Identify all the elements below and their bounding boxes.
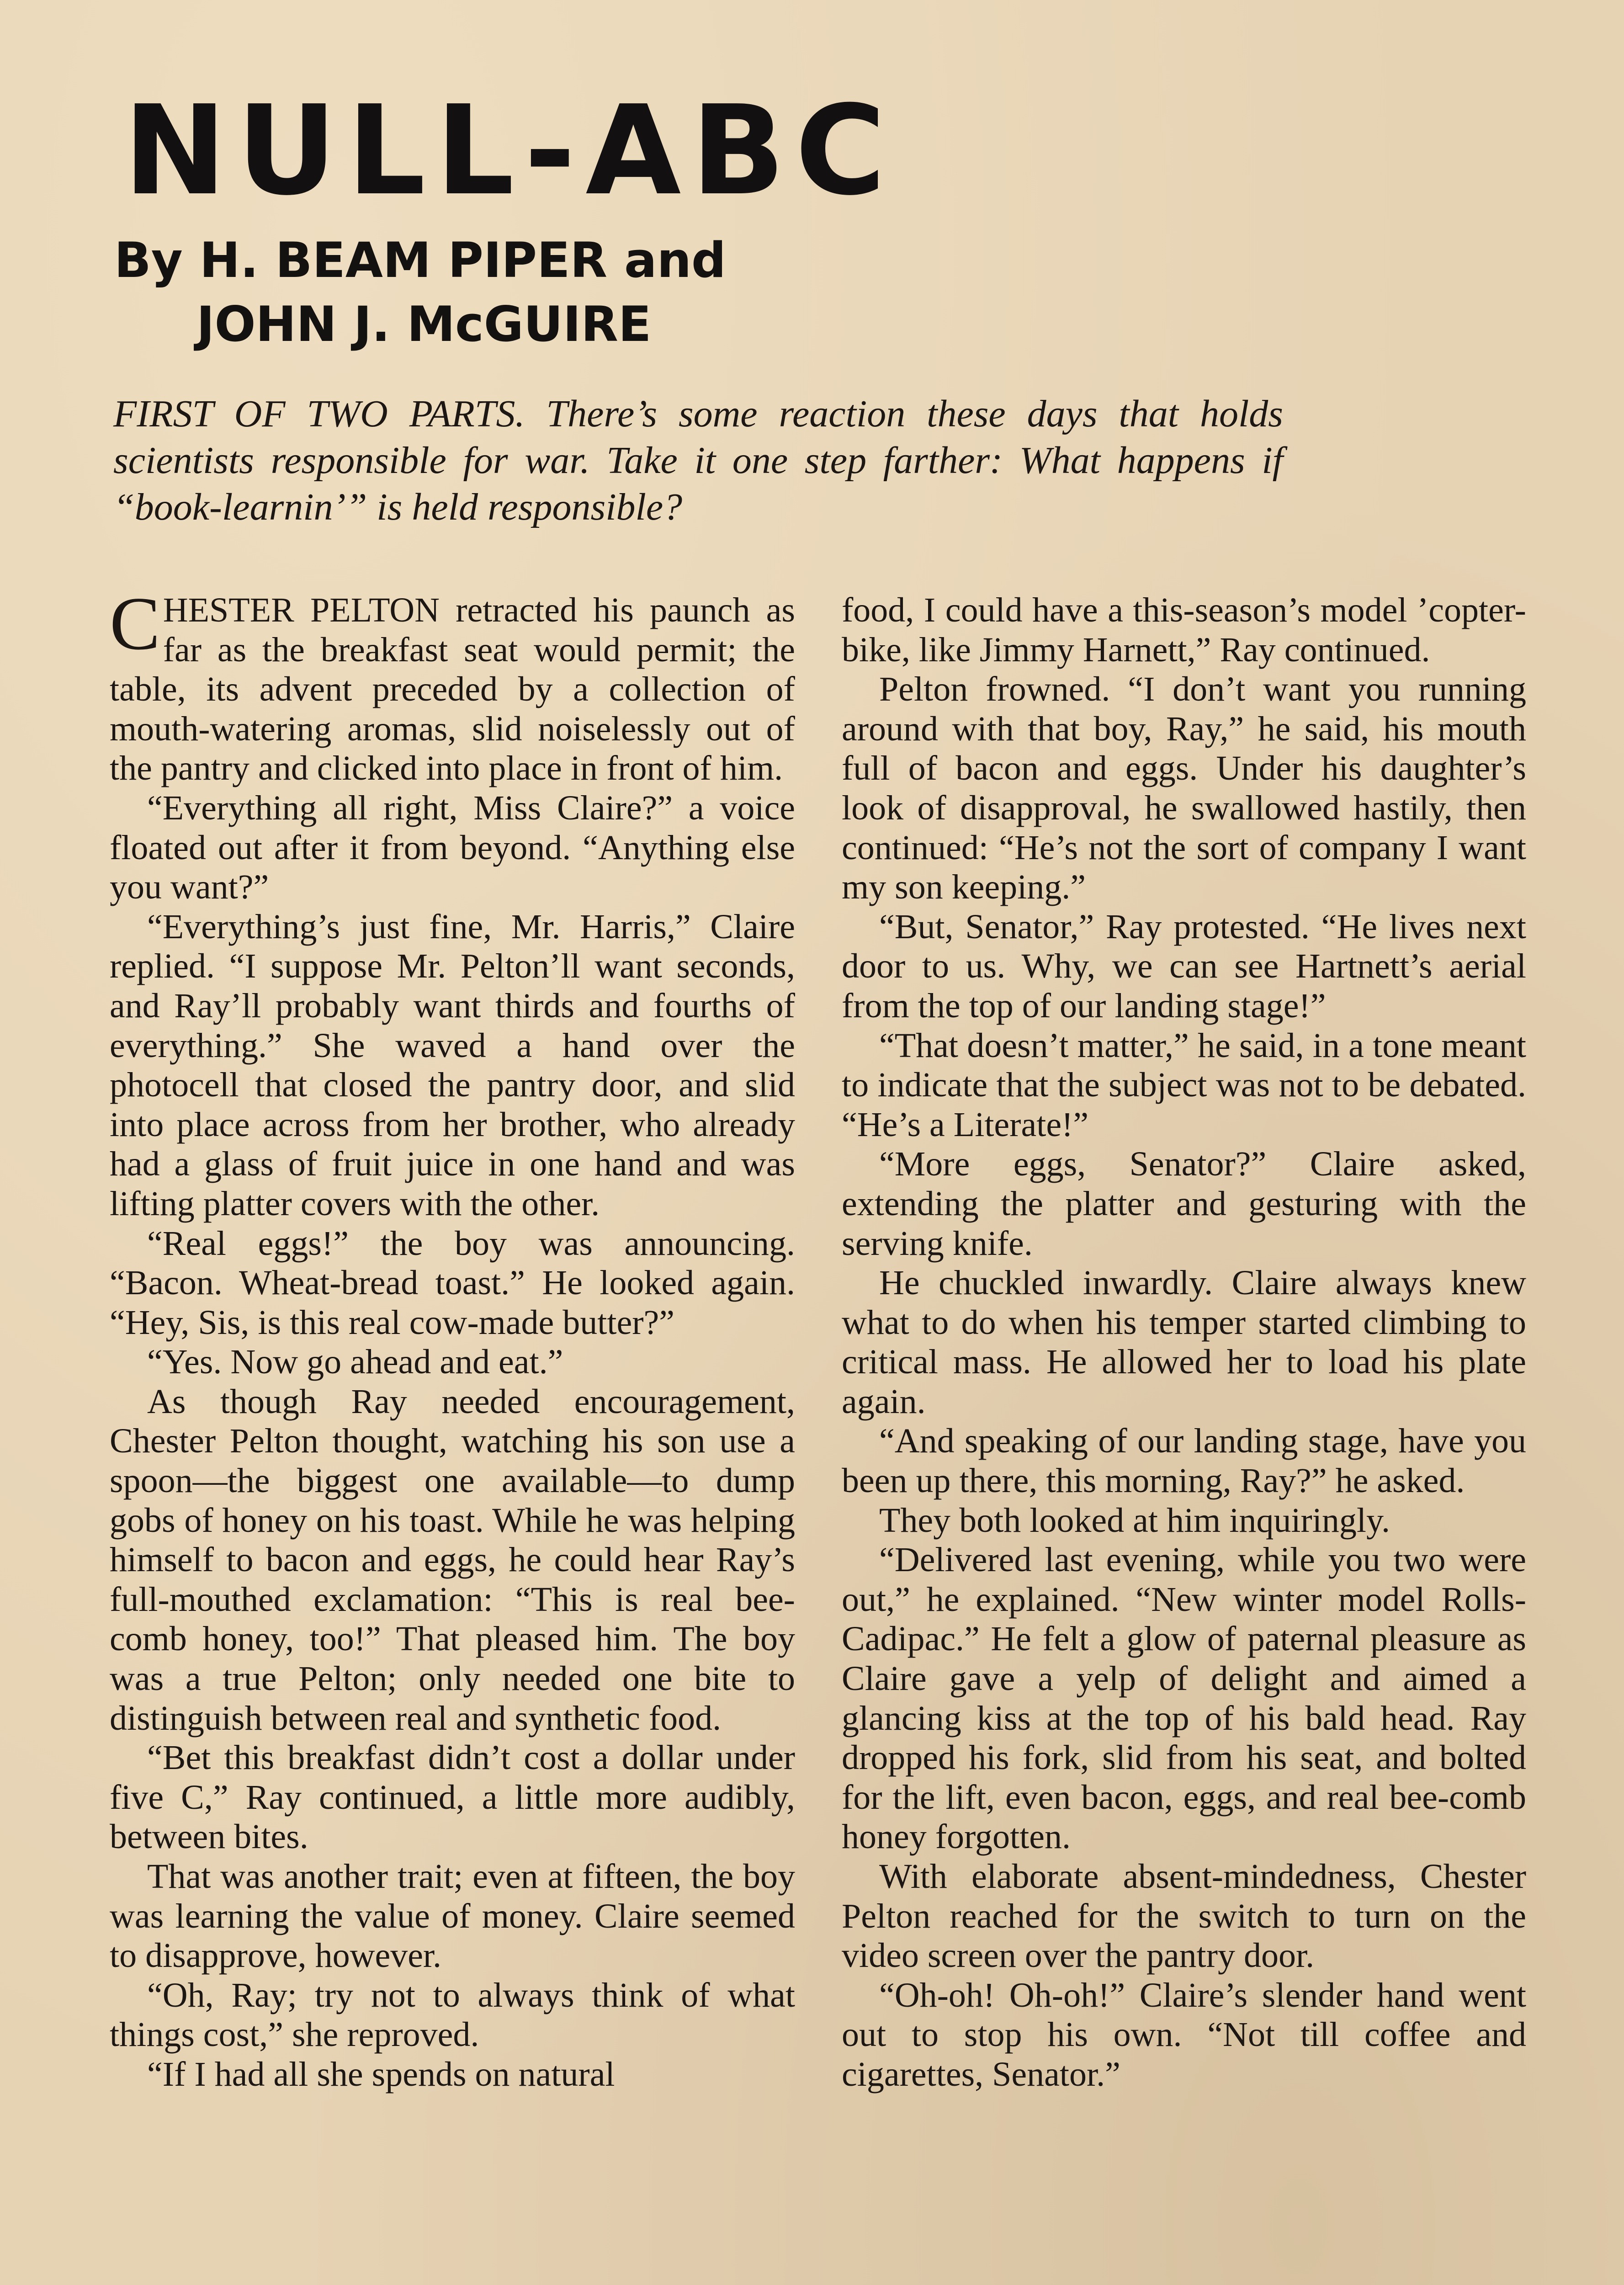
paragraph: “If I had all she spends on natural xyxy=(147,2055,615,2094)
byline xyxy=(114,228,726,356)
right-column xyxy=(842,590,1526,2094)
paragraph: “Delivered last evening, while you two were out,” he explained. “New winter model Rolls-Cadipac.” He felt a glow of paternal pleasure as Claire gave a yelp of delight and aimed a glancing kiss at the top of his bald head. Ray dropped his fork, slid from his seat, and bolted for the lift, even bacon, eggs, and real bee-comb honey forgotten. xyxy=(842,1541,1526,1856)
paragraph: “Yes. Now go ahead and eat.” xyxy=(147,1343,563,1382)
paragraph: “Everything all right, Miss Claire?” a voice floated out after it from beyond. “Anything else you want?” xyxy=(110,788,795,907)
drop-cap: C xyxy=(110,581,160,665)
paragraph: With elaborate absent-mindedness, Chester Pelton reached for the switch to turn on the video screen over the pantry door. xyxy=(842,1857,1526,1975)
story-blurb: FIRST OF TWO PARTS. There’s some reaction these days that holds scientists responsible for war. Take it one step farther: What happens if “book-learnin’” is held responsible? xyxy=(113,393,1283,528)
paragraph: “Everything’s just fine, Mr. Harris,” Claire replied. “I suppose Mr. Pelton’ll want seconds, and Ray’ll probably want thirds and fourths of everything.” She waved a hand over the photocell that closed the pantry door, and slid into place across from her brother, who already had a glass of fruit juice in one hand and was lifting platter covers with the other. xyxy=(110,907,795,1223)
opening-paragraph xyxy=(110,581,795,788)
paragraph: He chuckled inwardly. Claire always knew what to do when his temper started climbing to critical mass. He allowed her to load his plate again. xyxy=(842,1264,1526,1421)
paragraph: “Oh, Ray; try not to always think of what things cost,” she reproved. xyxy=(110,1976,795,2054)
paragraph: “Real eggs!” the boy was announcing. “Bacon. Wheat-bread toast.” He looked again. “Hey, Sis, is this real cow-made butter?” xyxy=(110,1224,795,1342)
paragraph: “That doesn’t matter,” he said, in a tone meant to indicate that the subject was not to be debated. “He’s a Literate!” xyxy=(842,1026,1526,1144)
paragraph: They both looked at him inquiringly. xyxy=(879,1501,1390,1540)
story-title: NULL-ABC xyxy=(123,79,896,223)
paragraph: “Bet this breakfast didn’t cost a dollar under five C,” Ray continued, a little more audibly, between bites. xyxy=(110,1738,795,1856)
byline-line-2: JOHN J. McGUIRE xyxy=(196,296,652,352)
paragraph: As though Ray needed encouragement, Chester Pelton thought, watching his son use a spoon—the biggest one available—to dump gobs of honey on his toast. While he was helping himself to bacon and eggs, he could hear Ray’s full-mouthed exclamation: “This is real bee-comb honey, too!” That pleased him. The boy was a true Pelton; only needed one bite to distinguish between real and synthetic food. xyxy=(110,1382,795,1738)
paragraph: “And speaking of our landing stage, have you been up there, this morning, Ray?” he asked. xyxy=(842,1422,1526,1500)
byline-line-1: By H. BEAM PIPER and xyxy=(114,232,726,288)
paragraph: Pelton frowned. “I don’t want you running around with that boy, Ray,” he said, his mouth full of bacon and eggs. Under his daughter’s look of disapproval, he swallowed hastily, then continued: “He’s not the sort of company I want my son keeping.” xyxy=(842,670,1526,907)
paragraph: “But, Senator,” Ray protested. “He lives next door to us. Why, we can see Hartnett’s aerial from the top of our landing stage!” xyxy=(842,907,1526,1025)
paragraph: “More eggs, Senator?” Claire asked, extending the platter and gesturing with the serving knife. xyxy=(842,1145,1526,1263)
left-column xyxy=(110,581,795,2094)
paragraph: “Oh-oh! Oh-oh!” Claire’s slender hand went out to stop his own. “Not till coffee and cigarettes, Senator.” xyxy=(842,1976,1526,2094)
opening-paragraph-text: HESTER PELTON retracted his paunch as far as the breakfast seat would permit; the table, its advent preceded by a collection of mouth-watering aromas, slid noiselessly out of the pantry and clicked into place in front of him. xyxy=(110,591,795,788)
paragraph-continued: food, I could have a this-season’s model ’copter-bike, like Jimmy Harnett,” Ray continued. xyxy=(842,591,1526,669)
paragraph: That was another trait; even at fifteen, the boy was learning the value of money. Claire seemed to disapprove, however. xyxy=(110,1857,795,1975)
